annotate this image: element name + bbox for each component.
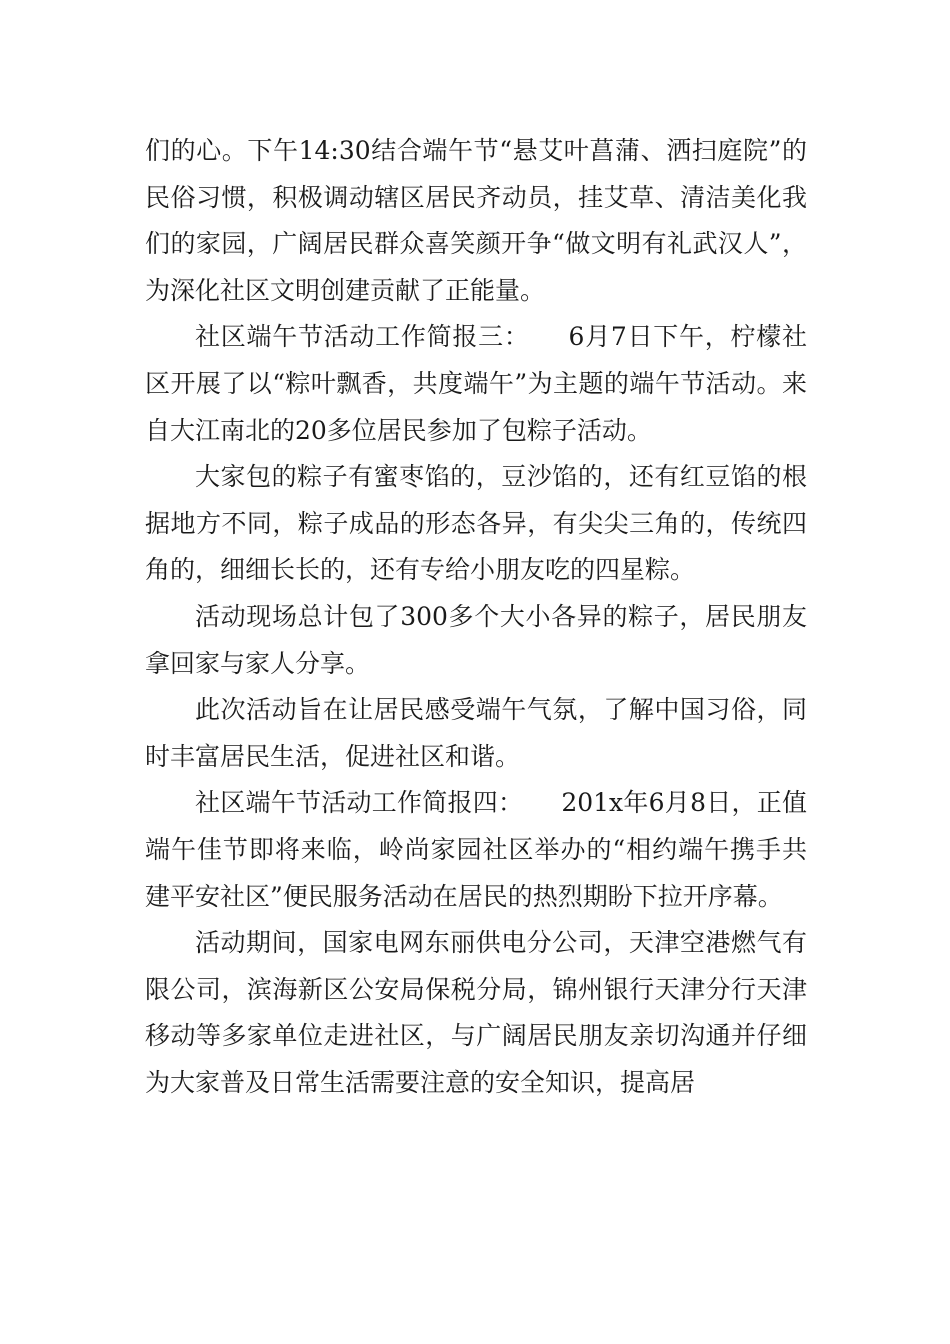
paragraph-2: 社区端午节活动工作简报三： 6月7日下午，柠檬社区开展了以“粽叶飘香，共度端午”为主题的端午节活动。来自大江南北的20多位居民参加了包粽子活动。 [145, 322, 807, 445]
paragraph-7: 活动期间，国家电网东丽供电分公司，天津空港燃气有限公司，滨海新区公安局保税分局，锦州银行天津分行天津移动等多家单位走进社区，与广阔居民朋友亲切沟通并仔细为大家普及日常生活需要注意的安全知识，提高居 [145, 928, 807, 1097]
paragraph-3: 大家包的粽子有蜜枣馅的，豆沙馅的，还有红豆馅的根据地方不同，粽子成品的形态各异，有尖尖三角的，传统四角的，细细长长的，还有专给小朋友吃的四星粽。 [145, 462, 807, 585]
paragraph-5: 此次活动旨在让居民感受端午气氛，了解中国习俗，同时丰富居民生活，促进社区和谐。 [145, 695, 807, 771]
paragraph-6: 社区端午节活动工作简报四： 201x年6月8日，正值端午佳节即将来临，岭尚家园社区举办的“相约端午携手共建平安社区”便民服务活动在居民的热烈期盼下拉开序幕。 [145, 788, 807, 911]
document-body [145, 128, 807, 1106]
paragraph-1: 们的心。下午14:30结合端午节“悬艾叶菖蒲、洒扫庭院”的民俗习惯，积极调动辖区居民齐动员，挂艾草、清洁美化我们的家园，广阔居民群众喜笑颜开争“做文明有礼武汉人”，为深化社区文明创建贡献了正能量。 [145, 136, 807, 305]
paragraph-4: 活动现场总计包了300多个大小各异的粽子，居民朋友拿回家与家人分享。 [145, 601, 807, 678]
